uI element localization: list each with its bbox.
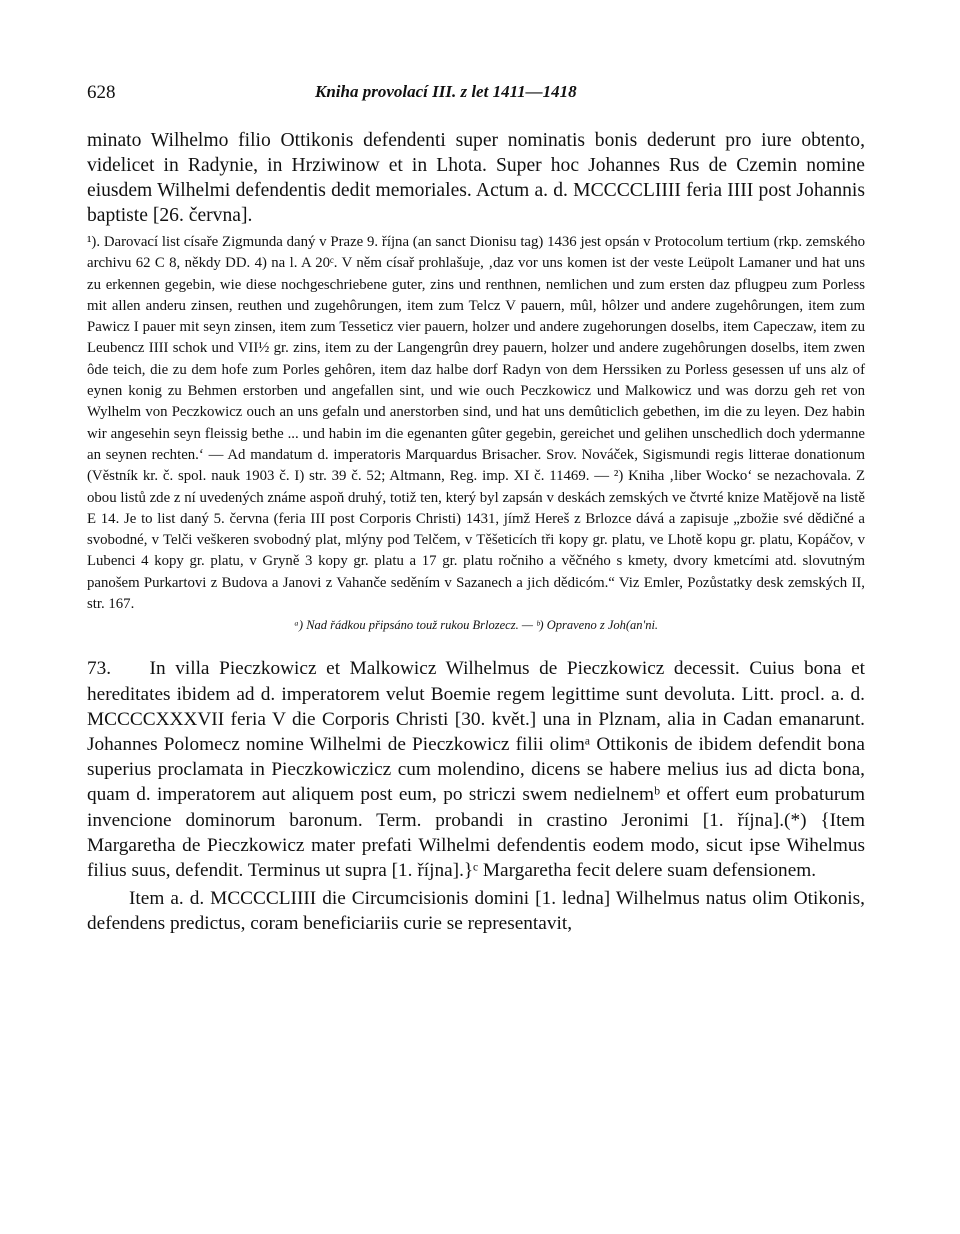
footnote-donation-letter: ¹). Darovací list císaře Zigmunda daný v Praze 9. října (an sanct Dionisu tag) 1436 jest opsán v Protocolum tertium (rkp. zemského archivu 62 C 8, někdy DD. 4) na l. A 20ᶜ. V něm císař prohlašuje, ‚daz vor uns komen ist der veste Leüpolt Lamaner und hat uns zu erkennen gegebin, wie diese nochgeschriebene guter, zins und renthnen, nemlichen und zum ersten daz pflugpeu zum Porless mit allen anderu zinsen, reuthen und zugehôrungen, item zum Telcz V pauern, mûl, hôlzer und andere zugehôrungen, item zum Pawicz I pauer mit seyn zinsen, item zum Tesseticz vier pauern, holzer und andere zugehorungen doselbs, item Capeczaw, item zu Leubencz IIII schok und VII½ gr. zins, item zu der Langengrûn drey pauern, holzer und andere zugehôrungen doselbs, item zwen ôde teich, die zu dem hofe zum Porles gehôren, item daz halbe dorf Radyn von dem Herssiken zu Porless gesessen uf uns alz of eynen konig zu Behmen erstorben und angefallen sint, und wie ouch Peczkowicz und Malkowicz und was dorzu geh ret von Wylhelm von Peczkowicz ouch an uns gefaln und anerstorben sind, und hat uns demûticlich gebethen, im die zu leyen. Dez habin wir angesehin seyn fleissig bethe ... und habin im die egenanten gûter gegebin, gereichet und gelihen unschedlich doch ydermanne an seynen rechten.ʻ — Ad mandatum d. imperatoris Marquardus Brisacher. Srov. Nováček, Sigismundi regis litterae donationum (Věstník kr. č. spol. nauk 1903 č. I) str. 39 č. 52; Altmann, Reg. imp. XI č. 11469. — ²) Kniha ‚liber Wockoʻ se nezachovala. Z obou listů zde z ní uvedených známe aspoň druhý, totiž ten, který byl zapsán v deskách zemských ve čtvrté knize Matějově na listě E 14. Je to list daný 5. června (feria III post Corporis Christi) 1431, jímž Hereš z Brlozce dává a zapisuje „zbožie své dědičné a svobodné, v Telči veškeren svobodný plat, mlýny pod Telčem, v Těšeticích tři kopy gr. platu, ve Lhotě kopu gr. platu, Kopáčov, v Lubenci 4 kopy gr. platu, v Gryně 3 kopy gr. platu a 17 gr. platu ročniho a věčného s kmety, dvory kmetcími atd. slovutným panošem Purkartovi z Budova a Janovi z Vahanče seděním v Sazanech a jich dědicóm.“ Viz Emler, Pozůstatky desk zemských II, str. 167. <box>87 234 865 613</box>
page-header <box>87 82 865 116</box>
entry-73 <box>87 656 865 936</box>
continuation-text: Item a. d. MCCCCLIIII die Circumcisionis domini [1. ledna] Wilhelmus natus olim Otikonis, defendens predictus, coram beneficiariis curie se representavit, <box>87 888 865 935</box>
entry-73-paragraph <box>87 656 865 883</box>
book-page <box>87 82 865 937</box>
entry-number: 73. <box>87 658 112 680</box>
critical-apparatus: ᵃ) Nad řádkou připsáno touž rukou Brlozecz. — ᵇ) Opraveno z Joh(an'ni. <box>293 618 659 633</box>
running-title: Kniha provolací III. z let 1411—1418 <box>315 82 577 101</box>
page-number: 628 <box>87 82 116 103</box>
opening-paragraph: minato Wilhelmo filio Ottikonis defendenti super nominatis bonis dederunt pro iure obtento, videlicet in Radynie, in Hrziwinow et in Lhota. Super hoc Johannes Rus de Czemin nomine eiusdem Wilhelmi defendentis dedit memoriales. Actum a. d. MCCCCLIIII feria IIII post Johannis baptiste [26. června]. <box>87 130 865 226</box>
entry-text: In villa Pieczkowicz et Malkowicz Wilhelmus de Pieczkowicz decessit. Cuius bona et hereditates ibidem ad d. imperatorem velut Boemie regem legittime sunt devoluta. Litt. procl. a. d. MCCCCXXXVII feria V die Corporis Christi [30. květ.] una in Plznam, alia in Cadan emanarunt. Johannes Polomecz nomine Wilhelmi de Pieczkowicz filii olimᵃ Ottikonis de ibidem defendit bona superius proclamata in Pieczkowiczicz cum molendino, dicens se habere melius ius ad dicta bona, quam d. imperatorem aut aliquem post eum, po striczi swem nedielnemᵇ et offert eum probaturum invencione dominorum baronum. Term. probandi in crastino Jeronimi [1. října].(*) {Item Margaretha de Pieczkowicz mater prefati Wilhelmi defendentis eodem modo, sicut ipse Wihelmus filius suus, defendit. Terminus ut supra [1. října].}ᶜ Margaretha fecit delere suam defensionem. <box>87 658 866 881</box>
entry-73-continuation <box>87 886 865 936</box>
